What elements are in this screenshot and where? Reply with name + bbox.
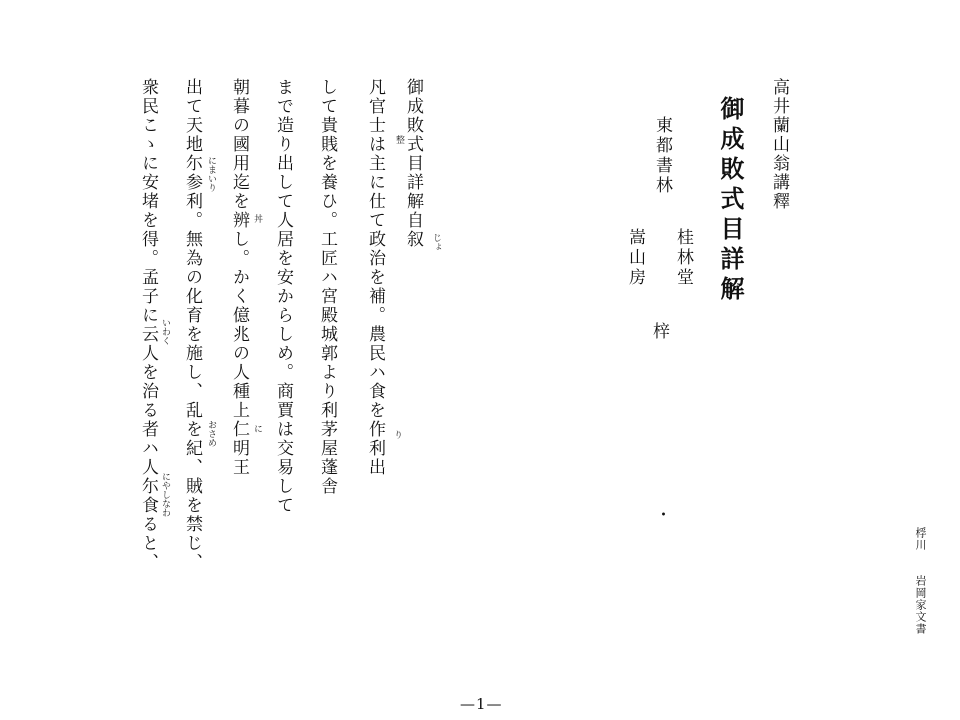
source-note-series: 桴川 [914, 527, 927, 551]
text-column: 出て天地尓参利。無為の化育を施し、乱を紀、賊を禁じ、 [182, 78, 202, 572]
text-column: 朝暮の國用迄を辨し。かく億兆の人種上仁明王 [229, 78, 249, 477]
page-number: —1— [460, 695, 503, 713]
source-note-collection: 岩岡家文書 [914, 575, 927, 635]
publisher-name-b: 嵩山房 [625, 228, 645, 288]
ruby-annotation: 丼 [252, 214, 262, 223]
ruby-annotation: に [252, 424, 262, 433]
text-column: 衆民こゝに安堵を得。孟子に云人を治る者ハ人尓食ると、 [138, 78, 158, 572]
publisher-name-a: 桂林堂 [673, 228, 693, 288]
ruby-annotation: じょ [431, 233, 441, 251]
book-title: 御成敗式目詳解 [716, 96, 745, 306]
ruby-annotation: 整 [394, 135, 404, 144]
separator-dot: ・ [653, 506, 672, 523]
publisher-city: 東都書林 [652, 116, 672, 196]
publisher-mark: 梓 [649, 322, 669, 340]
text-column: 凡官士は主に仕て政治を補。農民ハ食を作利出 [365, 78, 385, 477]
ruby-annotation: おさめ [206, 420, 216, 447]
text-column: まで造り出して人居を安からしめ。商賈は交易して [273, 78, 293, 515]
ruby-annotation: にやしなわ [160, 472, 170, 517]
author-line: 高井蘭山翁講釋 [769, 78, 789, 211]
text-column: 御成敗式目詳解自叙 [403, 78, 423, 249]
ruby-annotation: いわく [160, 318, 170, 345]
ruby-annotation: り [392, 430, 402, 439]
text-column: して貴賎を養ひ。工匠ハ宮殿城郭より利茅屋蓬舎 [317, 78, 337, 496]
ruby-annotation: にまいり [206, 156, 216, 192]
